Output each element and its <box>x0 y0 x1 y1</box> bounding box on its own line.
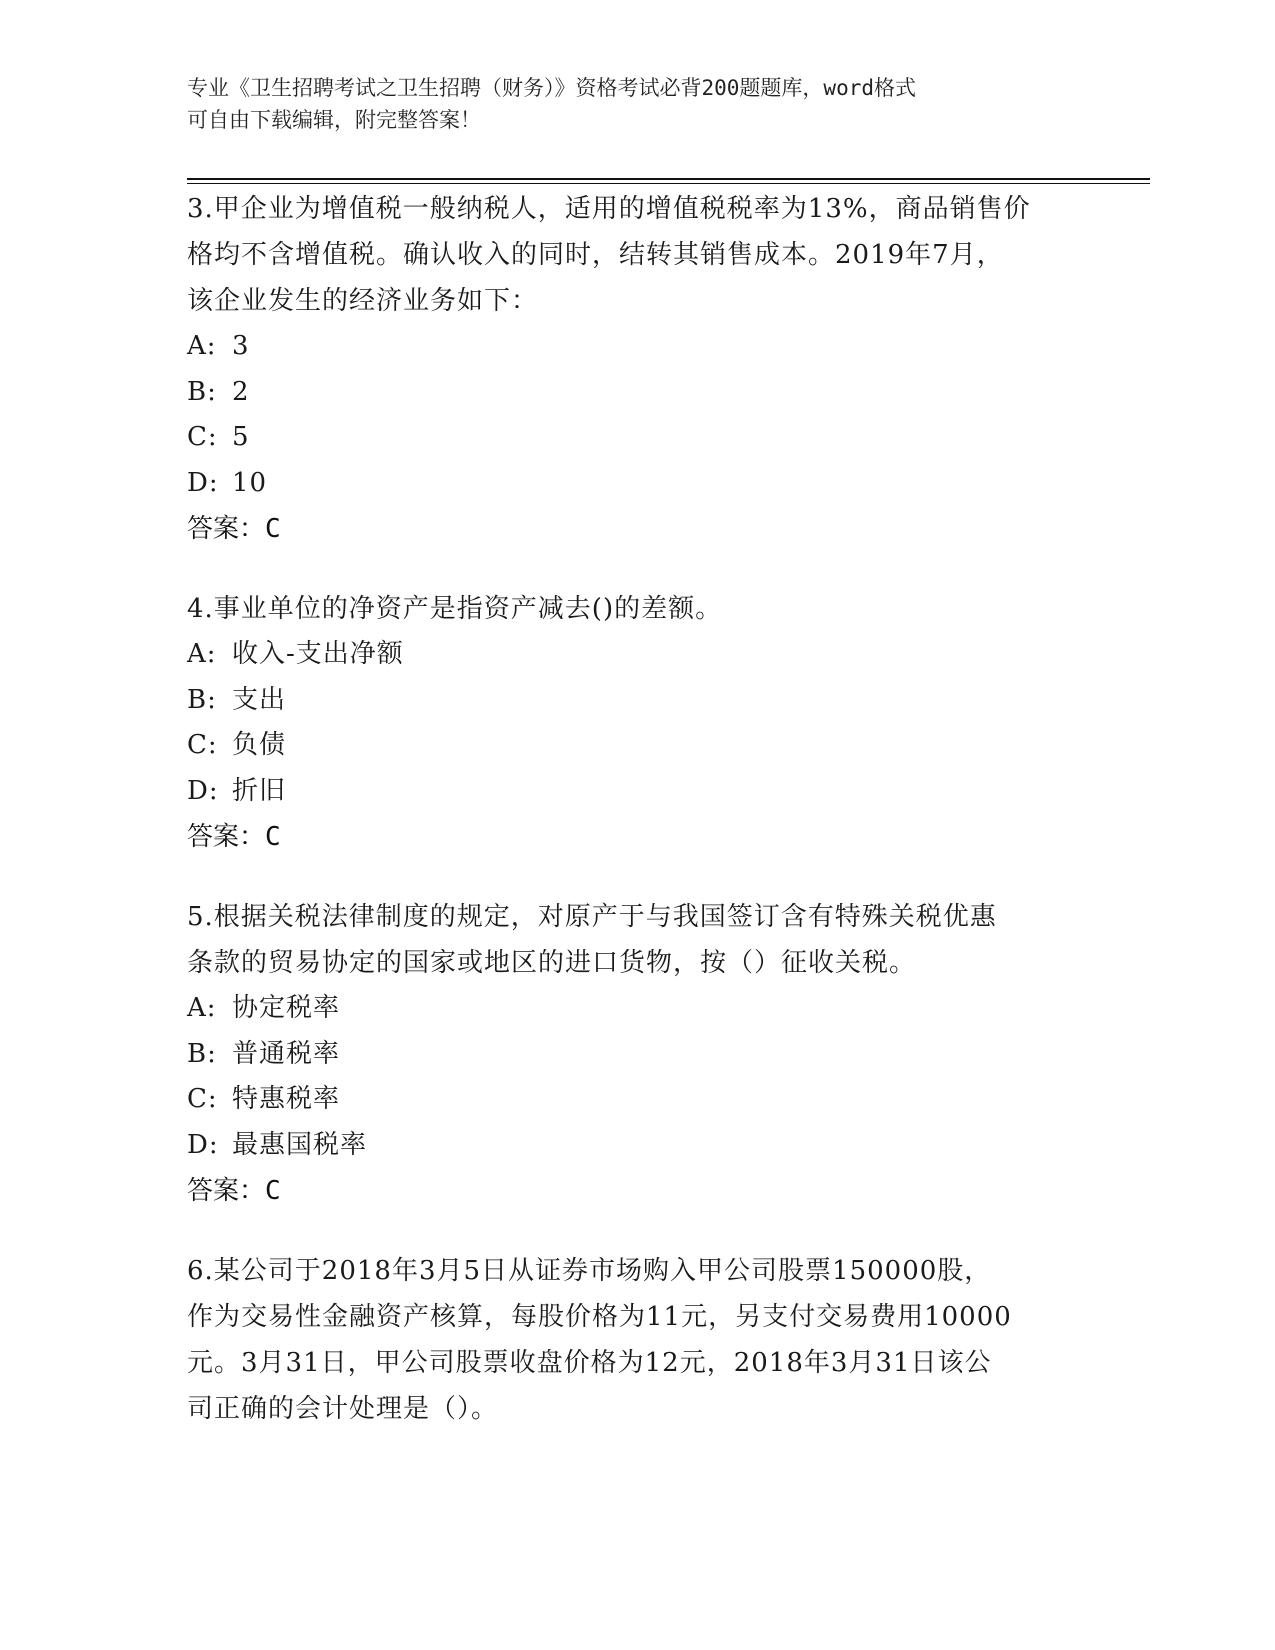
question-stem-line: 6.某公司于2018年3月5日从证券市场购入甲公司股票150000股， <box>187 1256 992 1286</box>
question-stem-line: 4.事业单位的净资产是指资产减去()的差额。 <box>187 594 723 624</box>
option-letter: C: <box>187 730 218 760</box>
option-a <box>187 632 1087 678</box>
option-b <box>187 370 1087 416</box>
option-text: 协定税率 <box>232 993 341 1023</box>
option-text: 3 <box>232 331 250 361</box>
question-3 <box>187 186 1087 552</box>
option-text: 支出 <box>232 684 287 715</box>
question-6 <box>187 1248 1087 1432</box>
option-b <box>187 1032 1087 1078</box>
option-d <box>187 461 1087 507</box>
question-stem-line: 司正确的会计处理是（）。 <box>187 1394 499 1424</box>
question-4 <box>187 586 1087 860</box>
question-stem-line: 格均不含增值税。确认收入的同时，结转其销售成本。2019年7月， <box>187 240 1004 270</box>
option-d <box>187 1123 1087 1169</box>
question-stem-line: 5.根据关税法律制度的规定，对原产于与我国签订含有特殊关税优惠 <box>187 902 997 932</box>
option-text: 收入-支出净额 <box>232 639 404 669</box>
option-d <box>187 769 1087 815</box>
question-stem-line: 元。3月31日，甲公司股票收盘价格为12元，2018年3月31日该公 <box>187 1348 992 1378</box>
option-letter: B: <box>187 1038 217 1069</box>
answer-line: 答案：C <box>187 1176 281 1206</box>
option-text: 负债 <box>232 730 287 760</box>
option-letter: D: <box>187 775 219 806</box>
header-divider-thin <box>187 183 1150 184</box>
option-c <box>187 1077 1087 1123</box>
option-a <box>187 986 1087 1032</box>
option-letter: C: <box>187 422 218 452</box>
document-header <box>187 72 1067 136</box>
option-text: 10 <box>232 467 268 498</box>
option-letter: A: <box>187 639 217 669</box>
option-letter: C: <box>187 1084 218 1114</box>
option-b <box>187 678 1087 724</box>
option-letter: B: <box>187 376 217 407</box>
question-stem-line: 3.甲企业为增值税一般纳税人，适用的增值税税率为13%，商品销售价 <box>187 194 1031 224</box>
answer-line: 答案：C <box>187 514 281 544</box>
option-text: 普通税率 <box>232 1038 341 1069</box>
option-letter: B: <box>187 684 217 715</box>
option-text: 5 <box>232 422 250 452</box>
option-letter: D: <box>187 1129 219 1160</box>
question-stem-line: 条款的贸易协定的国家或地区的进口货物，按（）征收关税。 <box>187 948 917 978</box>
header-line-1: 专业《卫生招聘考试之卫生招聘（财务）》资格考试必背200题题库，word格式 <box>187 76 916 100</box>
option-text: 最惠国税率 <box>232 1129 368 1160</box>
question-stem-line: 作为交易性金融资产核算，每股价格为11元，另支付交易费用10000 <box>187 1302 1012 1332</box>
question-5 <box>187 894 1087 1214</box>
header-line-2: 可自由下载编辑，附完整答案！ <box>187 108 481 132</box>
option-c <box>187 415 1087 461</box>
question-list <box>187 186 1087 1466</box>
option-text: 特惠税率 <box>232 1084 341 1114</box>
option-text: 2 <box>232 376 250 407</box>
option-letter: A: <box>187 331 217 361</box>
option-text: 折旧 <box>232 775 287 806</box>
option-letter: A: <box>187 993 217 1023</box>
answer-line: 答案：C <box>187 822 281 852</box>
question-stem-line: 该企业发生的经济业务如下： <box>187 286 539 316</box>
option-a <box>187 324 1087 370</box>
header-divider-thick <box>187 178 1150 180</box>
option-letter: D: <box>187 467 219 498</box>
option-c <box>187 723 1087 769</box>
